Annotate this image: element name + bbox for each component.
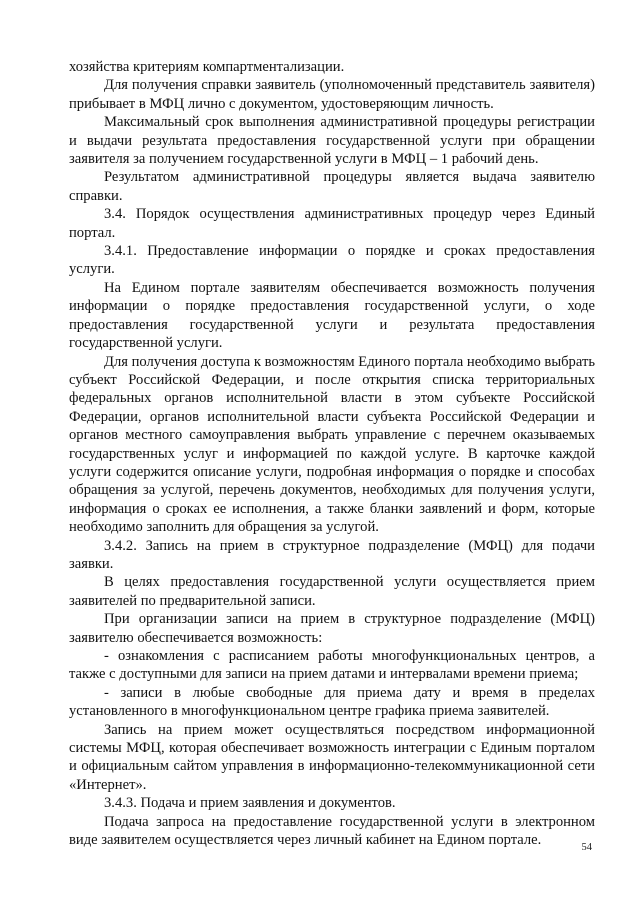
section-heading-3-4-3: 3.4.3. Подача и прием заявления и документов. <box>104 795 396 812</box>
section-heading-3-4-1: 3.4.1. Предоставление информации о порядке и сроках предоставления услуги. <box>69 243 595 278</box>
paragraph: В целях предоставления государственной услуги осуществляется прием заявителей по предварительной записи. <box>69 574 595 609</box>
section-heading-3-4-2: 3.4.2. Запись на прием в структурное подразделение (МФЦ) для подачи заявки. <box>69 537 595 572</box>
section-heading-3-4: 3.4. Порядок осуществления административных процедур через Единый портал. <box>69 206 595 241</box>
paragraph-continuation: хозяйства критериям компартментализации. <box>69 59 345 75</box>
paragraph: Результатом административной процедуры является выдача заявителю справки. <box>69 169 595 204</box>
list-item: - записи в любые свободные для приема дату и время в пределах установленного в многофункциональном центре графика приема заявителей. <box>69 684 595 720</box>
paragraph: Максимальный срок выполнения административной процедуры регистрации и выдачи результата предоставления государственной услуги при обращении заявителя за получением государственной услуги в МФЦ – 1 рабочий день. <box>69 114 595 168</box>
paragraph: Подача запроса на предоставление государственной услуги в электронном виде заявителем осуществляется через личный кабинет на Едином портале. <box>69 813 595 849</box>
paragraph: Запись на прием может осуществляться посредством информационной системы МФЦ, которая обеспечивает возможность интеграции с Единым порталом и официальным сайтом управления в информационно-телекоммуникационной сети «Интернет». <box>69 721 595 793</box>
page-number: 54 <box>581 842 592 853</box>
paragraph: Для получения доступа к возможностям Единого портала необходимо выбрать субъект Российской Федерации, и после открытия списка территориальных федеральных органов исполнительной власти в этом субъекте Российской Федерации, органов исполнительной власти субъекта Российской Федерации и органов местного самоуправления выбрать управление с перечнем оказываемых государственных услуг и информацией по каждой услуге. В карточке каждой услуги содержится описание услуги, подробная информация о порядке и способах обращения за услугой, перечень документов, необходимых для получения услуги, информация о сроках ее исполнения, а также бланки заявлений и форм, которые необходимо заполнить для обращения за услугой. <box>69 353 595 536</box>
paragraph: При организации записи на прием в структурное подразделение (МФЦ) заявителю обеспечивается возможность: <box>69 611 595 646</box>
paragraph: На Едином портале заявителям обеспечивается возможность получения информации о порядке предоставления государственной услуги, о ходе предоставления государственной услуги и результата предоставления государственной услуги. <box>69 279 595 352</box>
paragraph: Для получения справки заявитель (уполномоченный представитель заявителя) прибывает в МФЦ лично с документом, удостоверяющим личность. <box>69 77 595 112</box>
list-item: - ознакомления с расписанием работы многофункциональных центров, а также с доступными для записи на прием датами и интервалами времени приема; <box>69 648 595 683</box>
document-body <box>69 58 595 849</box>
